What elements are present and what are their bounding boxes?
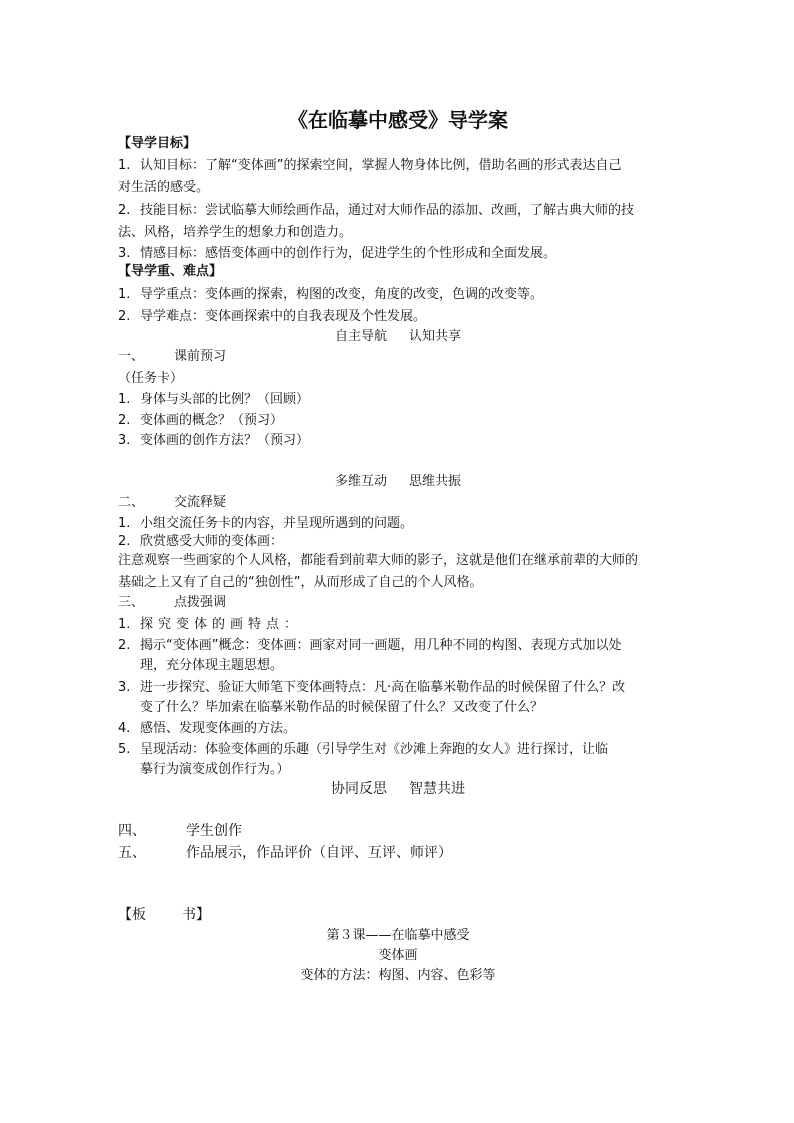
banner-self-navigation: 自主导航 认知共享 <box>334 329 462 344</box>
goal-item-2-cont: 法、风格，培养学生的想象力和创造力。 <box>118 225 353 240</box>
goals-heading: 【导学目标】 <box>118 136 197 151</box>
emphasis-item-5-cont: 摹行为演变成创作行为。） <box>140 762 290 777</box>
exchange-paragraph-line-2: 基础之上又有了自己的“独创性”，从而形成了自己的个人风格。 <box>118 575 483 590</box>
key-point-2: 2. 导学难点：变体画探索中的自我表现及个性发展。 <box>118 309 427 324</box>
task-card-label: （任务卡） <box>118 371 184 386</box>
exchange-paragraph-line-1: 注意观察一些画家的个人风格，都能看到前辈大师的影子，这就是他们在继承前辈的大师的 <box>118 553 639 568</box>
emphasis-item-1: 1. 探究变体的画特点： <box>118 617 303 632</box>
preview-item-2: 2. 变体画的概念？（预习） <box>118 413 284 428</box>
part-4-heading: 四、 学生创作 <box>118 823 242 839</box>
exchange-item-1: 1. 小组交流任务卡的内容，并呈现所遇到的问题。 <box>118 516 414 531</box>
emphasis-item-2: 2. 揭示“变体画”概念：变体画：画家对同一画题，用几种不同的构图、表现方式加以处 <box>118 638 622 653</box>
banner-reflection: 协同反思 智慧共进 <box>331 781 465 797</box>
part-1-heading: 一、 课前预习 <box>118 349 227 364</box>
part-5-heading: 五、 作品展示，作品评价（自评、互评、师评） <box>118 845 452 861</box>
banner-interaction: 多维互动 思维共振 <box>334 474 462 489</box>
emphasis-item-3-cont: 变了什么？毕加索在临摹米勒作品的时候保留了什么？又改变了什么？ <box>140 700 544 715</box>
emphasis-item-4: 4. 感悟、发现变体画的方法。 <box>118 721 297 736</box>
board-line-1: 第３课——在临摹中感受 <box>326 928 470 943</box>
exchange-item-2: 2. 欣赏感受大师的变体画： <box>118 534 284 549</box>
board-line-2: 变体画 <box>378 948 418 963</box>
board-heading: 【板 书】 <box>118 907 210 923</box>
key-point-1: 1. 导学重点：变体画的探索，构图的改变，角度的改变，色调的改变等。 <box>118 287 544 302</box>
part-3-heading: 三、 点拨强调 <box>118 595 227 610</box>
key-points-heading: 【导学重、难点】 <box>118 264 223 279</box>
emphasis-item-2-cont: 理，充分体现主题思想。 <box>140 658 284 673</box>
goal-item-2: 2. 技能目标：尝试临摹大师绘画作品，通过对大师作品的添加、改画，了解古典大师的技 <box>118 203 635 218</box>
emphasis-item-5: 5. 呈现活动：体验变体画的乐趣（引导学生对《沙滩上奔跑的女人》进行探讨，让临 <box>118 742 609 757</box>
preview-item-1: 1. 身体与头部的比例？（回顾） <box>118 392 310 407</box>
part-2-heading: 二、 交流释疑 <box>118 495 227 510</box>
goal-item-1-cont: 对生活的感受。 <box>118 180 210 195</box>
preview-item-3: 3. 变体画的创作方法？（预习） <box>118 433 310 448</box>
board-line-3: 变体的方法：构图、内容、色彩等 <box>300 968 496 983</box>
goal-item-3: 3. 情感目标：感悟变体画中的创作行为，促进学生的个性形成和全面发展。 <box>118 246 557 261</box>
page-title: 《在临摹中感受》导学案 <box>288 108 508 132</box>
goal-item-1: 1. 认知目标：了解“变体画”的探索空间，掌握人物身体比例，借助名画的形式表达自己 <box>118 158 622 173</box>
emphasis-item-3: 3. 进一步探究、验证大师笔下变体画特点：凡·高在临摹米勒作品的时候保留了什么？改 <box>118 680 626 695</box>
